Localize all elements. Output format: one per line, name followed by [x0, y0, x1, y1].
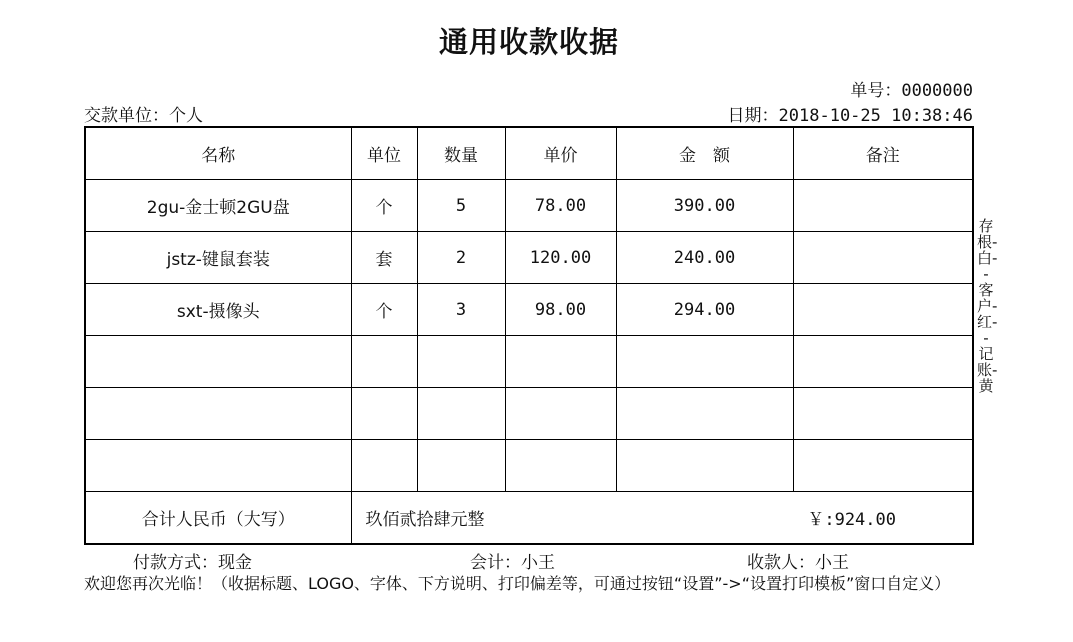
- cell-unit: [351, 336, 417, 388]
- cell-amount: [616, 440, 793, 492]
- payer-value: 个人: [169, 106, 203, 126]
- cell-name: [85, 336, 351, 388]
- cell-remark: [793, 440, 973, 492]
- cell-amount: 294.00: [616, 284, 793, 336]
- table-row: [85, 336, 973, 388]
- header-quantity: 数量: [417, 127, 505, 180]
- table-row: [85, 232, 973, 284]
- cell-quantity: [417, 388, 505, 440]
- cell-unit: 个: [351, 284, 417, 336]
- cell-amount: [616, 388, 793, 440]
- cell-remark: [793, 388, 973, 440]
- copy-distribution-note: 存根-白--客户-红--记账-黄: [977, 217, 998, 395]
- accountant: 会计：小王: [470, 553, 555, 573]
- cell-unit-price: [505, 440, 616, 492]
- cell-name: 2gu-金士顿2GU盘: [85, 180, 351, 232]
- cell-remark: [793, 232, 973, 284]
- total-in-words: 玖佰贰拾肆元整: [365, 510, 485, 530]
- cell-remark: [793, 284, 973, 336]
- cell-unit: 套: [351, 232, 417, 284]
- cell-unit-price: [505, 336, 616, 388]
- table-row: [85, 284, 973, 336]
- payer: [84, 101, 203, 126]
- receipt-date: [728, 101, 973, 126]
- serial-value: 0000000: [901, 81, 973, 101]
- cell-amount: 390.00: [616, 180, 793, 232]
- cell-quantity: [417, 336, 505, 388]
- cell-name: [85, 440, 351, 492]
- cell-remark: [793, 180, 973, 232]
- cell-quantity: 3: [417, 284, 505, 336]
- cell-remark: [793, 336, 973, 388]
- header-remark: 备注: [793, 127, 973, 180]
- table-header-row: [85, 127, 973, 180]
- date-label: 日期：: [727, 106, 779, 126]
- cell-name: jstz-键鼠套装: [85, 232, 351, 284]
- table-row: [85, 180, 973, 232]
- total-row: [85, 492, 973, 545]
- payment-method: 付款方式：现金: [133, 553, 252, 573]
- cell-amount: 240.00: [616, 232, 793, 284]
- header-unit-price: 单价: [505, 127, 616, 180]
- header-amount: 金 额: [616, 127, 793, 180]
- cell-unit-price: 98.00: [505, 284, 616, 336]
- header-unit: 单位: [351, 127, 417, 180]
- table-row: [85, 388, 973, 440]
- cell-amount: [616, 336, 793, 388]
- serial-number: [850, 76, 973, 101]
- cell-quantity: 2: [417, 232, 505, 284]
- total-amount: ￥:924.00: [807, 510, 896, 530]
- cell-unit: [351, 388, 417, 440]
- payer-label: 交款单位：: [84, 106, 169, 126]
- cell-name: sxt-摄像头: [85, 284, 351, 336]
- total-label: 合计人民币（大写）: [85, 492, 351, 545]
- serial-label: 单号：: [850, 81, 902, 101]
- cell-quantity: [417, 440, 505, 492]
- cell-unit-price: 120.00: [505, 232, 616, 284]
- cell-unit-price: 78.00: [505, 180, 616, 232]
- total-cell: [351, 492, 973, 545]
- cell-unit: [351, 440, 417, 492]
- header-name: 名称: [85, 127, 351, 180]
- cell-quantity: 5: [417, 180, 505, 232]
- cell-unit: 个: [351, 180, 417, 232]
- cell-name: [85, 388, 351, 440]
- cell-unit-price: [505, 388, 616, 440]
- footer-note: 欢迎您再次光临！（收据标题、LOGO、字体、下方说明、打印偏差等，可通过按钮“设置”->“设置打印模板”窗口自定义）: [84, 574, 951, 593]
- receipt-title: 通用收款收据: [438, 25, 619, 59]
- receipt-table: [84, 126, 974, 545]
- payee: 收款人：小王: [747, 553, 849, 573]
- table-row: [85, 440, 973, 492]
- date-value: 2018-10-25 10:38:46: [778, 106, 973, 126]
